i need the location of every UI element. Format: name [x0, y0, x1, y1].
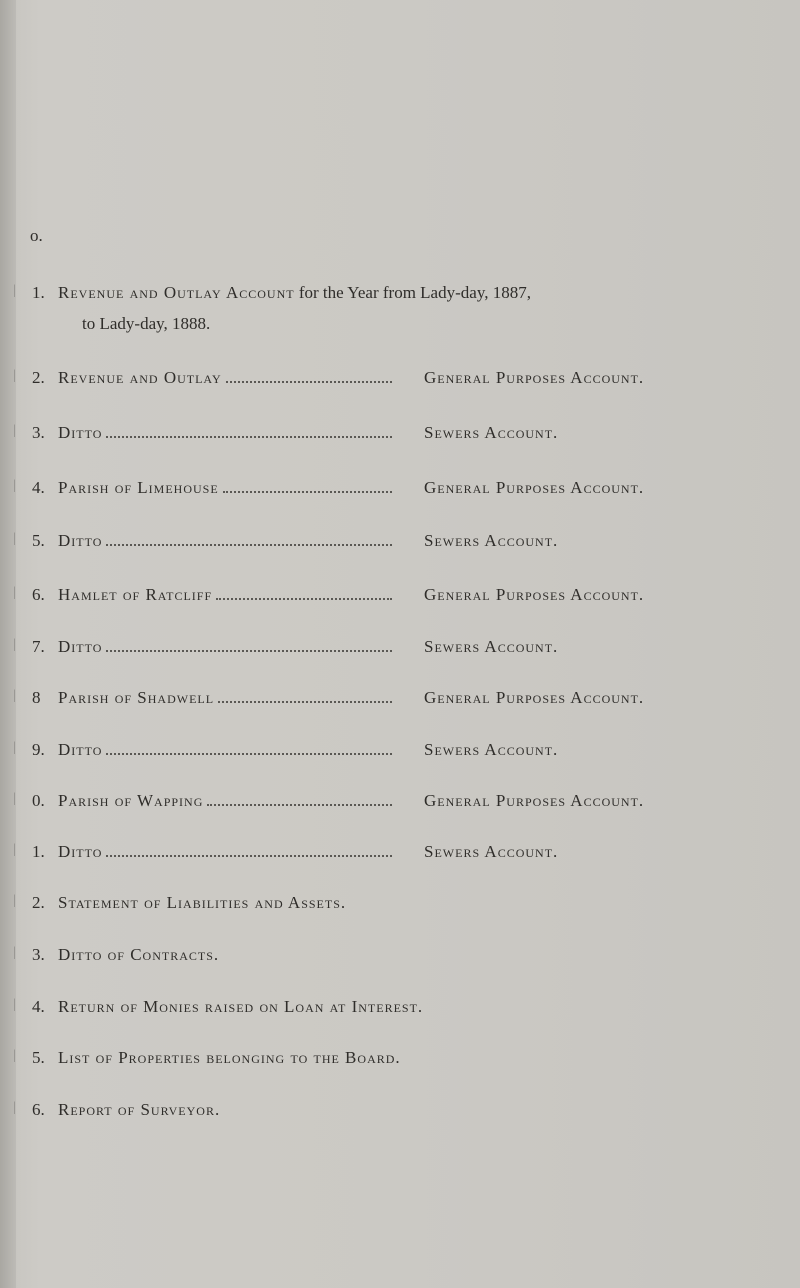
- item-title: Report of Surveyor.: [58, 1100, 221, 1119]
- item-title: Ditto: [58, 842, 398, 862]
- header-mark: o.: [30, 226, 43, 245]
- list-item: | 3. Ditto Sewers Account.: [13, 423, 559, 442]
- list-item: | 8 Parish of Shadwell General Purposes Account.: [13, 688, 645, 707]
- item-number: 3.: [32, 423, 45, 442]
- item-title: Ditto: [58, 531, 398, 551]
- item-title: Revenue and Outlay Account for the Year from Lady-day, 1887,: [58, 283, 531, 302]
- item-title: Parish of Limehouse: [58, 478, 398, 498]
- list-item: | 9. Ditto Sewers Account.: [13, 740, 559, 759]
- account-type: Sewers Account.: [424, 740, 559, 759]
- list-item: | 1. Ditto Sewers Account.: [13, 842, 559, 861]
- account-type: General Purposes Account.: [424, 585, 645, 604]
- dot-leader: [106, 435, 392, 438]
- account-type: General Purposes Account.: [424, 368, 645, 387]
- list-item: | 2. Statement of Liabilities and Assets.: [13, 893, 347, 912]
- item-number: 6.: [32, 1100, 45, 1119]
- list-item: | 5. Ditto Sewers Account.: [13, 531, 559, 550]
- item-title: Ditto: [58, 423, 398, 443]
- item-number: 3.: [32, 945, 45, 964]
- item-continuation: to Lady-day, 1888.: [82, 314, 211, 333]
- item-number: 9.: [32, 740, 45, 759]
- dot-leader: [106, 854, 392, 857]
- dot-leader: [106, 752, 392, 755]
- item-title: List of Properties belonging to the Board.: [58, 1048, 401, 1067]
- list-item: | 1. Revenue and Outlay Account for the Year from Lady-day, 1887,: [13, 283, 531, 302]
- item-title: Statement of Liabilities and Assets.: [58, 893, 347, 912]
- list-item: | 6. Hamlet of Ratcliff General Purposes Account.: [13, 585, 645, 604]
- item-number: 6.: [32, 585, 45, 604]
- account-type: Sewers Account.: [424, 531, 559, 550]
- item-number: 1.: [32, 842, 45, 861]
- item-title: Ditto: [58, 637, 398, 657]
- list-item: | 4. Parish of Limehouse General Purposes Account.: [13, 478, 645, 497]
- list-item: | 5. List of Properties belonging to the Board.: [13, 1048, 401, 1067]
- item-title: Parish of Shadwell: [58, 688, 398, 708]
- account-type: General Purposes Account.: [424, 791, 645, 810]
- dot-leader: [218, 700, 392, 703]
- item-number: 4.: [32, 478, 45, 497]
- list-item: | 0. Parish of Wapping General Purposes Account.: [13, 791, 645, 810]
- item-number: 7.: [32, 637, 45, 656]
- list-item: | 3. Ditto of Contracts.: [13, 945, 220, 964]
- item-number: 5.: [32, 531, 45, 550]
- dot-leader: [207, 803, 392, 806]
- account-type: General Purposes Account.: [424, 688, 645, 707]
- dot-leader: [106, 543, 392, 546]
- account-type: Sewers Account.: [424, 423, 559, 442]
- item-number: 0.: [32, 791, 45, 810]
- item-title: Revenue and Outlay: [58, 368, 398, 388]
- account-type: General Purposes Account.: [424, 478, 645, 497]
- item-title: Ditto of Contracts.: [58, 945, 220, 964]
- account-type: Sewers Account.: [424, 637, 559, 656]
- dot-leader: [223, 490, 392, 493]
- list-item: | 4. Return of Monies raised on Loan at Interest.: [13, 997, 424, 1016]
- list-item: | 2. Revenue and Outlay General Purposes Account.: [13, 368, 645, 387]
- item-number: 1.: [32, 283, 45, 302]
- dot-leader: [106, 649, 392, 652]
- item-number: 2.: [32, 893, 45, 912]
- item-title: Parish of Wapping: [58, 791, 398, 811]
- account-type: Sewers Account.: [424, 842, 559, 861]
- item-number: 5.: [32, 1048, 45, 1067]
- list-item: | 7. Ditto Sewers Account.: [13, 637, 559, 656]
- list-item: | 6. Report of Surveyor.: [13, 1100, 221, 1119]
- item-number: 2.: [32, 368, 45, 387]
- item-number: 8: [32, 688, 41, 707]
- item-title: Ditto: [58, 740, 398, 760]
- item-title: Hamlet of Ratcliff: [58, 585, 398, 605]
- item-number: 4.: [32, 997, 45, 1016]
- dot-leader: [226, 380, 392, 383]
- dot-leader: [216, 597, 392, 600]
- item-title: Return of Monies raised on Loan at Interest.: [58, 997, 424, 1016]
